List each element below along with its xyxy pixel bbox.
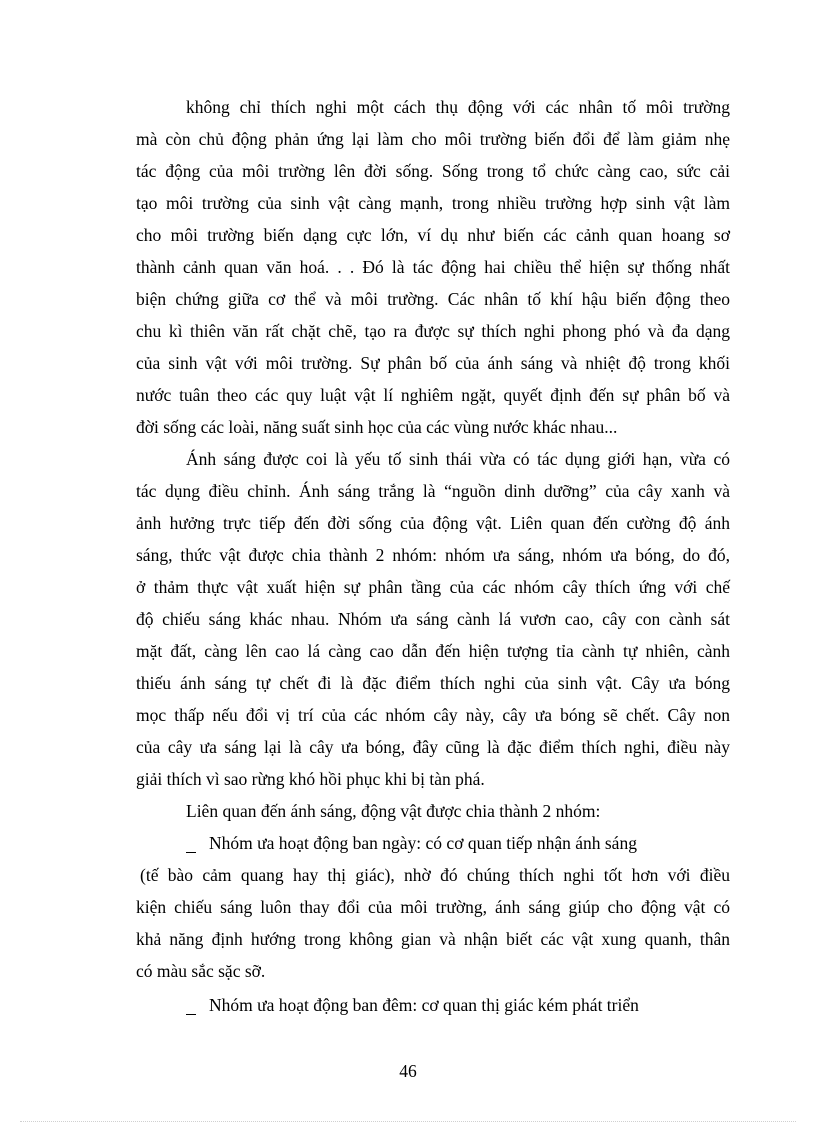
bullet-dash <box>186 1014 196 1015</box>
text-line: sáng, thức vật được chia thành 2 nhóm: nhóm ưa sáng, nhóm ưa bóng, do đó, <box>136 545 730 565</box>
text-line: biện chứng giữa cơ thể và môi trường. Các nhân tố khí hậu biến động theo <box>136 289 730 309</box>
text-line: mọc thấp nếu đổi vị trí của các nhóm cây này, cây ưa bóng sẽ chết. Cây non <box>136 705 730 725</box>
text-line: nước tuân theo các quy luật vật lí nghiêm ngặt, quyết định đến sự phân bố và <box>136 385 730 405</box>
page-number: 46 <box>399 1061 417 1081</box>
text-line: cho môi trường biến dạng cực lớn, ví dụ như biến các cảnh quan hoang sơ <box>136 225 730 245</box>
text-line: có màu sắc sặc sỡ. <box>136 961 266 981</box>
text-line: ảnh hưởng trực tiếp đến đời sống của động vật. Liên quan đến cường độ ánh <box>136 513 730 533</box>
text-line: độ chiếu sáng khác nhau. Nhóm ưa sáng cành lá vươn cao, cây con cành sát <box>136 609 730 629</box>
bullet-item-night: Nhóm ưa hoạt động ban đêm: cơ quan thị giác kém phát triển <box>209 995 639 1015</box>
text-line: khả năng định hướng trong không gian và nhận biết các vật xung quanh, thân <box>136 929 730 949</box>
bullet-dash <box>186 852 196 853</box>
text-line: ở thảm thực vật xuất hiện sự phân tầng của các nhóm cây thích ứng với chế <box>136 577 730 597</box>
text-line: tạo môi trường của sinh vật càng mạnh, trong nhiều trường hợp sinh vật làm <box>136 193 730 213</box>
text-line: Ánh sáng được coi là yếu tố sinh thái vừa có tác dụng giới hạn, vừa có <box>186 449 730 469</box>
text-line: tác dụng điều chỉnh. Ánh sáng trắng là “nguồn dinh dưỡng” của cây xanh và <box>136 481 730 501</box>
text-line: của cây ưa sáng lại là cây ưa bóng, đây cũng là đặc điểm thích nghi, điều này <box>136 737 730 757</box>
bullet-item-day: Nhóm ưa hoạt động ban ngày: có cơ quan tiếp nhận ánh sáng <box>209 833 637 853</box>
text-line: chu kì thiên văn rất chặt chẽ, tạo ra được sự thích nghi phong phó và đa dạng <box>136 321 730 341</box>
text-line: đời sống các loài, năng suất sinh học của các vùng nước khác nhau... <box>136 417 618 437</box>
text-line: tác động của môi trường lên đời sống. Sống trong tổ chức càng cao, sức cải <box>136 161 730 181</box>
text-line: thành cảnh quan văn hoá. . . Đó là tác động hai chiều thể hiện sự thống nhất <box>136 257 730 277</box>
text-line: (tế bào cảm quang hay thị giác), nhờ đó chúng thích nghi tốt hơn với điều <box>140 865 730 885</box>
text-line: giải thích vì sao rừng khó hồi phục khi bị tàn phá. <box>136 769 485 789</box>
text-line: mặt đất, càng lên cao lá càng cao dẫn đến hiện tượng tỉa cành tự nhiên, cành <box>136 641 730 661</box>
text-line: kiện chiếu sáng luôn thay đổi của môi trường, ánh sáng giúp cho động vật có <box>136 897 730 917</box>
text-line: của sinh vật với môi trường. Sự phân bố của ánh sáng và nhiệt độ trong khối <box>136 353 730 373</box>
page-bottom-rule <box>20 1121 796 1122</box>
text-line: thiếu ánh sáng tự chết đi là đặc điểm thích nghi của sinh vật. Cây ưa bóng <box>136 673 730 693</box>
text-line: mà còn chủ động phản ứng lại làm cho môi trường biến đổi để làm giảm nhẹ <box>136 129 730 149</box>
text-line: Liên quan đến ánh sáng, động vật được chia thành 2 nhóm: <box>186 801 601 821</box>
text-line: không chỉ thích nghi một cách thụ động với các nhân tố môi trường <box>186 97 730 117</box>
